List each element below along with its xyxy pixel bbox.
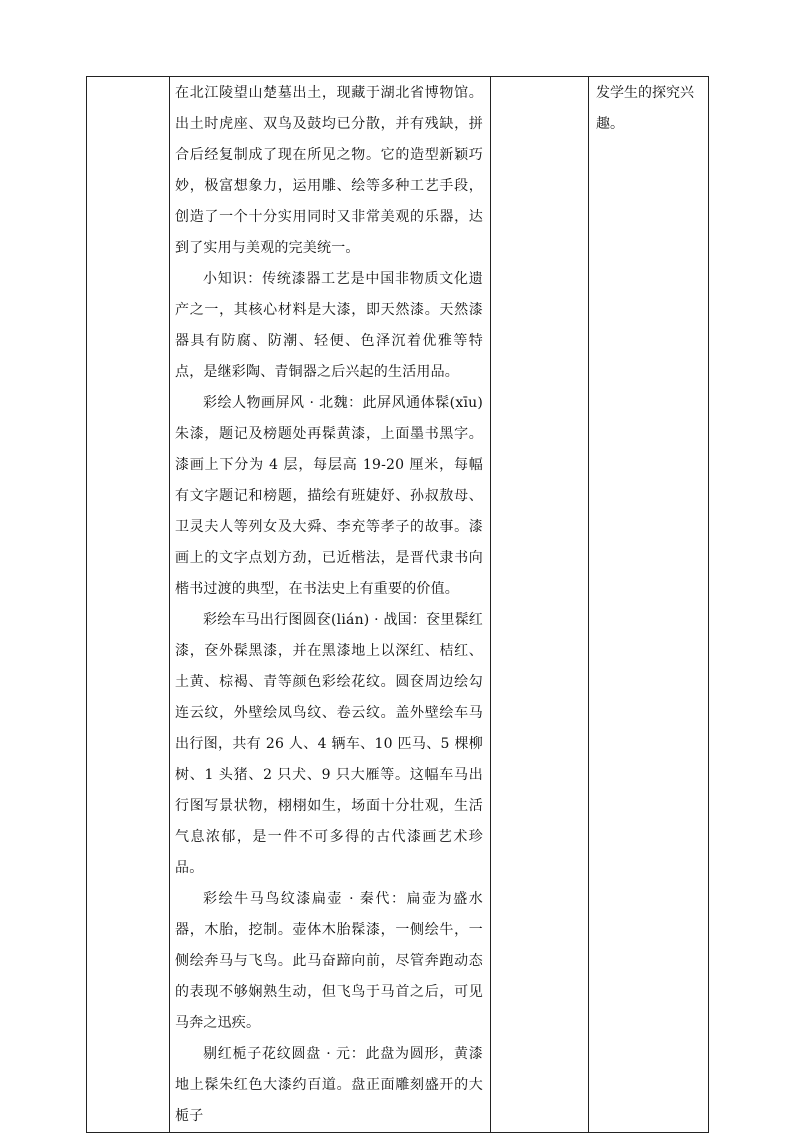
paragraph-flat-pot-qin: 彩绘牛马鸟纹漆扁壶 · 秦代：扁壶为盛水器，木胎，挖制。壶体木胎髹漆，一侧绘牛，一侧绘奔马与飞鸟。此马奋蹄向前，尽管奔跑动态的表现不够娴熟生动，但飞鸟于马首之后，可见马奔之迅疾。	[175, 891, 483, 1031]
paragraph-screen-northern-wei: 彩绘人物画屏风 · 北魏：此屏风通体髹(xīu)朱漆，题记及榜题处再髹黄漆，上面墨书黑字。漆画上下分为 4 层，每层高 19-20 厘米，每幅有文字题记和榜题，描绘有班婕妤、孙叔敖母、卫灵夫人等列女及大舜、李充等孝子的故事。漆画上的文字点划方劲，已近楷法，是晋代隶书向楷书过渡的典型，在书法史上有重要的价值。	[175, 395, 483, 597]
content-cell	[170, 77, 491, 1133]
lesson-table	[86, 76, 709, 1133]
table-row	[87, 77, 709, 1133]
paragraph-carved-plate-yuan: 剔红栀子花纹圆盘 · 元：此盘为圆形，黄漆地上髹朱红色大漆约百道。盘正面雕刻盛开的大栀子	[175, 1046, 483, 1124]
paragraph-round-box-warring-states: 彩绘车马出行图圆奁(lián) · 战国：奁里髹红漆，奁外髹黑漆，并在黑漆地上以深红、桔红、土黄、棕褐、青等颜色彩绘花纹。圆奁周边绘勾连云纹，外壁绘凤鸟纹、卷云纹。盖外壁绘车马出行图，共有 26 人、4 辆车、10 匹马、5 棵柳树、1 头猪、2 只犬、9 只大雁等。这幅车马出行图写景状物，栩栩如生，场面十分壮观，生活气息浓郁，是一件不可多得的古代漆画艺术珍品。	[175, 612, 483, 876]
student-activity-cell	[491, 77, 589, 1133]
design-intent-text: 发学生的探究兴趣。	[596, 85, 694, 132]
paragraph-lacquer-knowledge: 小知识：传统漆器工艺是中国非物质文化遗产之一，其核心材料是大漆，即天然漆。天然漆器具有防腐、防潮、轻便、色泽沉着优雅等特点，是继彩陶、青铜器之后兴起的生活用品。	[175, 271, 483, 380]
paragraph-continued: 在北江陵望山楚墓出土，现藏于湖北省博物馆。出土时虎座、双鸟及鼓均已分散，并有残缺，拼合后经复制成了现在所见之物。它的造型新颖巧妙，极富想象力，运用雕、绘等多种工艺手段，创造了一个十分实用同时又非常美观的乐器，达到了实用与美观的完美统一。	[175, 85, 483, 256]
step-cell	[87, 77, 170, 1133]
design-intent-cell	[589, 77, 709, 1133]
